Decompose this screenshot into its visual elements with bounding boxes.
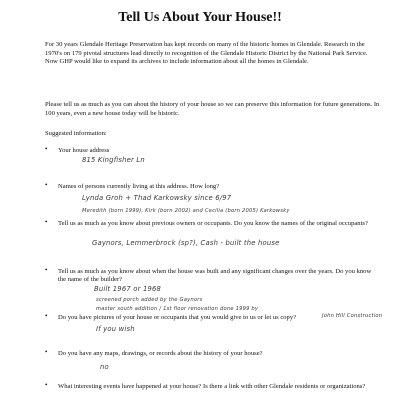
bullet-6: •: [45, 348, 48, 356]
answer-maps-records: no: [100, 363, 109, 371]
question-construction-history: Tell us as much as you know about when the house was built and any significant changes over the years. Do you know the name of the builder?: [58, 268, 372, 283]
question-address: Your house address: [58, 147, 110, 154]
answer-address: 815 Kingfisher Ln: [82, 156, 145, 164]
question-previous-owners: Tell us as much as you know about previous owners or occupants. Do you know the names of the original occupants?: [58, 220, 368, 227]
request-paragraph: Please tell us as much as you can about the history of your house so we can preserve this information for future generations. In 100 years, even a new house today will be historic.: [45, 101, 380, 117]
answer-pictures: If you wish: [96, 325, 135, 333]
suggested-label: Suggested information:: [45, 130, 107, 137]
bullet-2: •: [45, 181, 48, 189]
answer-current-residents-2: Meredith (born 1999), Kirk (born 2002) and Cecilia (born 2005) Karkowsky: [82, 208, 290, 214]
bullet-5: •: [45, 312, 48, 320]
question-events: What interesting events have happened at your house? Is there a link with other Glendale residents or organizations?: [58, 383, 366, 390]
answer-construction-3: master south addition / 1st floor renovation done 1999 by: [96, 306, 259, 312]
answer-construction-1: Built 1967 or 1968: [94, 285, 162, 293]
bullet-7: •: [45, 381, 48, 389]
question-current-residents: Names of persons currently living at this address. How long?: [58, 183, 220, 190]
bullet-3: •: [45, 218, 48, 226]
answer-construction-2: screened porch added by the Gaynors: [96, 297, 203, 303]
answer-construction-4: John Hill Construction: [322, 313, 383, 319]
intro-paragraph: For 30 years Glendale Heritage Preservation has kept records on many of the historic homes in Glendale. Research in the 1970's on 179 pivotal structures lead directly to recognition of the Glendale Historic District by the National Park Service. Now GHP would like to expand its archives to include information about all the homes in Glendale.: [45, 41, 368, 66]
page-title: Tell Us About Your House!!: [118, 10, 282, 25]
bullet-4: •: [45, 266, 48, 274]
answer-current-residents-1: Lynda Groh + Thad Karkowsky since 6/97: [82, 194, 232, 202]
question-maps-records: Do you have any maps, drawings, or records about the history of your house?: [58, 350, 263, 357]
answer-previous-owners: Gaynors, Lemmerbrock (sp?), Cash - built the house: [92, 239, 280, 247]
question-pictures: Do you have pictures of your house or occupants that you would give to us or let us copy?: [58, 314, 297, 321]
bullet-1: •: [45, 145, 48, 153]
